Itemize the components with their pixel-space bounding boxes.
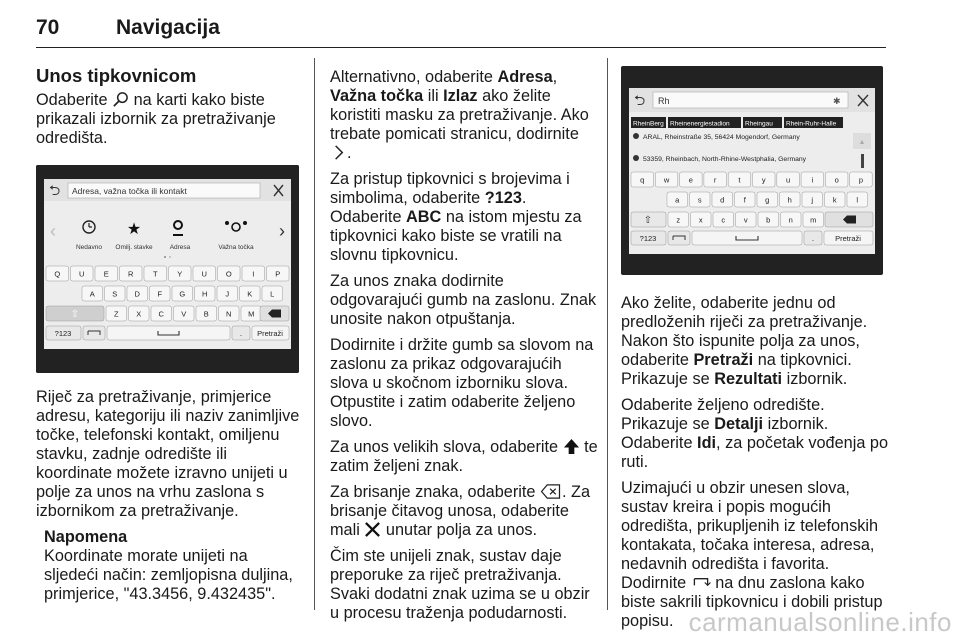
- key-label: d: [720, 195, 725, 205]
- svg-text:›: ›: [279, 221, 285, 241]
- key-label: U: [201, 269, 207, 279]
- category-favourites: Omilj. stavke: [115, 244, 153, 251]
- category-poi: Važna točka: [218, 244, 254, 251]
- svg-text:⮌: ⮌: [49, 182, 61, 198]
- chip-3: Rheingau: [745, 120, 773, 128]
- key-label: u: [785, 175, 791, 185]
- key-label: k: [832, 195, 837, 205]
- backspace-icon: [540, 483, 562, 500]
- chip-1: RheinBerg: [633, 120, 664, 128]
- key-label: H: [202, 289, 208, 299]
- key-label: E: [103, 269, 109, 279]
- category-address: Adresa: [169, 244, 191, 251]
- key-label: z: [676, 215, 681, 225]
- keyboard-screenshot-1: [36, 165, 299, 373]
- column-1-lower: [36, 388, 302, 604]
- search-icon: [112, 91, 129, 108]
- key-label: Z: [113, 309, 119, 319]
- sym-key: ?123: [54, 329, 72, 338]
- svg-text:▲: ▲: [858, 139, 866, 146]
- shift-arrow-icon: [563, 438, 580, 455]
- search-field-text: Adresa, važna točka ili kontakt: [72, 186, 187, 196]
- page-title: Navigacija: [116, 16, 220, 39]
- note-text: Koordinate morate unijeti na sljedeći način: zemljopisna duljina, primjerice, "43.3456, 9.432435".: [44, 547, 293, 603]
- key-label: Y: [177, 269, 183, 279]
- page-number: 70: [36, 16, 60, 39]
- key-label: A: [89, 289, 95, 299]
- key-label: q: [640, 175, 645, 185]
- key-label: P: [275, 269, 281, 279]
- key-label: h: [787, 195, 792, 205]
- svg-text:✱: ✱: [833, 96, 841, 106]
- key-label: L: [270, 289, 275, 299]
- col2-paragraph-1: Alternativno, odaberite Adresa, Važna točka ili Izlaz ako želite koristiti masku za pretraživanje. Ako trebate pomicati stranicu, dodirnite .: [330, 68, 589, 162]
- key-label: X: [136, 309, 142, 319]
- key-label: T: [152, 269, 158, 279]
- keyboard-row-2: [82, 286, 283, 301]
- paragraph-2: Riječ za pretraživanje, primjerice adresu, kategoriju ili naziv zanimljive točke, telefonski kontakt, omiljenu stavku, zadnje odredište ili koordinate možete izravno unijeti u polje za unos na vrhu zaslona s izbornikom za pretraživanje.: [36, 388, 300, 520]
- result-2: 53359, Rheinbach, North-Rhine-Westphalia, Germany: [643, 156, 807, 163]
- key-label: J: [225, 289, 230, 299]
- col3-paragraph-1: Ako želite, odaberite jednu od predloženih riječi za pretraživanje. Nakon što ispunite polja za unos, odaberite Pretraži na tipkovnici. Prikazuje se Rezultati izbornik.: [621, 294, 868, 388]
- key-label: n: [788, 215, 793, 225]
- key-label: j: [811, 195, 814, 205]
- column-divider-2: [607, 58, 608, 610]
- svg-text:⮌: ⮌: [634, 92, 646, 108]
- chevron-right-icon: [330, 144, 347, 161]
- note-box: [44, 528, 302, 604]
- category-recent: Nedavno: [75, 244, 103, 251]
- key-label: t: [738, 175, 741, 185]
- column-3: [621, 294, 889, 638]
- page-header: [36, 8, 886, 48]
- chip-2: Rheinenergiestadion: [670, 120, 730, 128]
- key-label: M: [248, 309, 255, 319]
- key-label: g: [765, 195, 770, 205]
- key-label: f: [743, 195, 746, 205]
- key-label: r: [713, 175, 717, 185]
- result-1: ARAL, Rheinstraße 35, 56424 Mogendorf, Germany: [643, 134, 800, 141]
- key-label: U: [79, 269, 85, 279]
- watermark: carmanualsonline.info: [688, 607, 952, 637]
- note-title: Napomena: [44, 528, 128, 546]
- key-label: s: [697, 195, 702, 205]
- search-field-text-2: Rh: [658, 96, 670, 106]
- key-label: V: [181, 309, 187, 319]
- search-key-2: Pretraži: [835, 234, 861, 243]
- key-label: e: [688, 175, 693, 185]
- column-1: [36, 58, 302, 155]
- close-x-icon: [364, 521, 381, 538]
- key-label: O: [225, 269, 232, 279]
- chip-4: Rhein-Ruhr-Halle: [786, 120, 837, 128]
- keyboard-row-3: [46, 306, 289, 321]
- key-label: x: [698, 215, 703, 225]
- section-heading: Unos tipkovnicom: [36, 65, 197, 86]
- dot-key-2: .: [811, 234, 815, 243]
- col3-paragraph-3: Uzimajući u obzir unesen slova, sustav kreira i popis mogućih odredišta, prikupljenih iz telefonskih kontakata, točaka interesa, adresa, nedavnih odredišta i favorita. Dodirnite na dnu zaslona kako biste sakrili tipkovnicu i dobili pristup popisu.: [621, 479, 883, 630]
- column-divider-1: [314, 58, 315, 610]
- key-label: F: [157, 289, 163, 299]
- svg-text:⇧: ⇧: [643, 215, 653, 226]
- key-label: c: [721, 215, 726, 225]
- key-label: v: [743, 215, 748, 225]
- col2-paragraph-7: Čim ste unijeli znak, sustav daje preporuke za riječ pretraživanja. Svaki dodatni znak uzima se u obzir u procesu traženja podudarnosti.: [330, 547, 590, 622]
- sym-key-2: ?123: [639, 234, 657, 243]
- key-label: S: [112, 289, 118, 299]
- key-label: p: [858, 175, 864, 185]
- key-label: C: [158, 309, 164, 319]
- key-label: o: [834, 175, 839, 185]
- svg-text:⇧: ⇧: [70, 309, 80, 320]
- column-2: [330, 68, 598, 630]
- key-label: K: [247, 289, 253, 299]
- keyboard-screenshot-2: [621, 66, 883, 275]
- col2-paragraph-3: Za unos znaka dodirnite odgovarajući gumb na zaslonu. Znak unosite nakon otpuštanja.: [330, 272, 597, 328]
- hide-keyboard-icon: [691, 574, 711, 591]
- col2-paragraph-2: Za pristup tipkovnici s brojevima i simbolima, odaberite ?123. Odaberite ABC na istom mjestu za tipkovnici kako biste se vratili na slovnu tipkovnicu.: [330, 170, 582, 264]
- key-label: w: [663, 175, 670, 185]
- paragraph-1: Odaberite na karti kako biste prikazali izbornik za pretraživanje odredišta.: [36, 91, 276, 147]
- key-label: m: [810, 215, 817, 225]
- key-label: i: [811, 175, 814, 185]
- svg-text:★: ★: [126, 221, 142, 238]
- key-label: R: [128, 269, 134, 279]
- col2-paragraph-6: Za brisanje znaka, odaberite . Za brisanje čitavog unosa, odaberite mali unutar polja za unos.: [330, 483, 591, 539]
- col2-paragraph-5: Za unos velikih slova, odaberite te zatim željeni znak.: [330, 438, 598, 475]
- key-label: l: [856, 195, 859, 205]
- key-label: B: [203, 309, 209, 319]
- dot-key: .: [239, 329, 243, 338]
- key-label: Q: [54, 269, 61, 279]
- svg-text:‹: ‹: [50, 221, 56, 241]
- key-label: b: [766, 215, 771, 225]
- key-label: N: [226, 309, 232, 319]
- key-label: a: [675, 195, 680, 205]
- col2-paragraph-4: Dodirnite i držite gumb sa slovom na zaslonu za prikaz odgovarajućih slova u skočnom izborniku slova. Otpustite i zatim odaberite željeno slovo.: [330, 336, 594, 430]
- key-label: y: [761, 175, 766, 185]
- key-label: G: [179, 289, 186, 299]
- col3-paragraph-2: Odaberite željeno odredište. Prikazuje se Detalji izbornik. Odaberite Idi, za početak vođenja po ruti.: [621, 396, 889, 471]
- search-key: Pretraži: [257, 329, 283, 338]
- key-label: I: [252, 269, 255, 279]
- key-label: D: [134, 289, 140, 299]
